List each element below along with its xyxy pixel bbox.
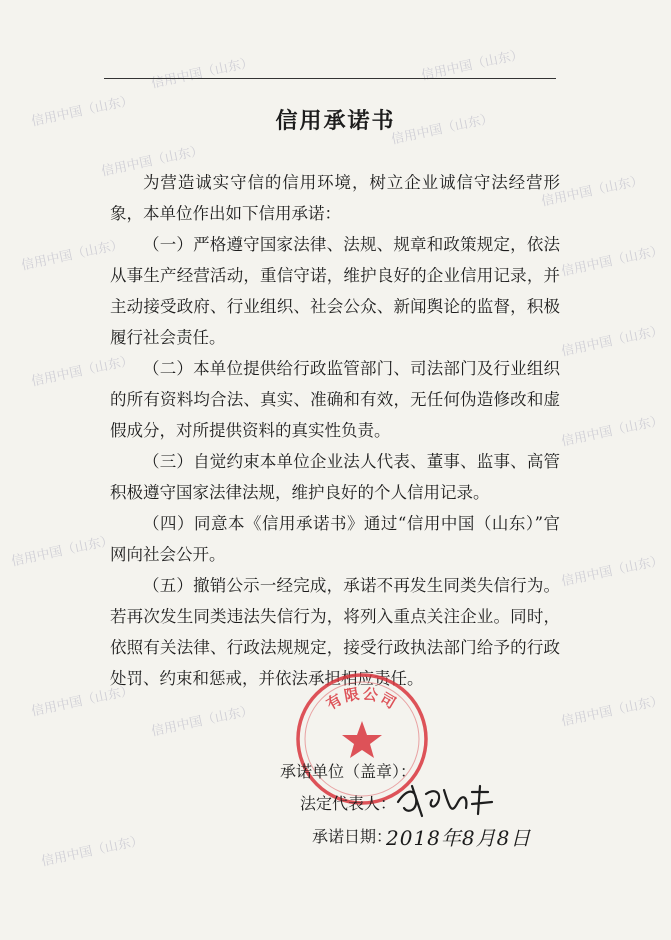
paragraph-item-5: （五）撤销公示一经完成，承诺不再发生同类失信行为。若再次发生同类违法失信行为，将列入重点关注企业。同时，依照有关法律、行政法规规定，接受行政执法部门给予的行政处罚、约束和惩戒，并依法承担相应责任。 — [110, 576, 560, 688]
signature-representative-label: 法定代表人： — [300, 794, 397, 813]
paragraph-item-3: （三）自觉约束本单位企业法人代表、董事、监事、高管积极遵守国家法律法规，维护良好的个人信用记录。 — [110, 452, 560, 502]
watermark: 信用中国（山东） — [19, 237, 125, 274]
watermark: 信用中国（山东） — [149, 703, 255, 740]
watermark: 信用中国（山东） — [29, 93, 135, 130]
signature-unit-label: 承诺单位（盖章）： — [280, 762, 417, 781]
watermark: 信用中国（山东） — [559, 553, 665, 590]
watermark: 信用中国（山东） — [389, 111, 495, 148]
watermark: 信用中国（山东） — [419, 47, 525, 84]
watermark: 信用中国（山东） — [559, 323, 665, 360]
watermark: 信用中国（山东） — [99, 143, 205, 180]
watermark: 信用中国（山东） — [29, 683, 135, 720]
seal-star-icon — [342, 721, 382, 758]
signature-date-value: 2018年8月8日 — [386, 826, 532, 850]
watermark: 信用中国（山东） — [39, 833, 145, 870]
paragraph-item-4: （四）同意本《信用承诺书》通过“信用中国（山东）”官网向社会公开。 — [110, 514, 560, 564]
watermark: 信用中国（山东） — [9, 533, 115, 570]
watermark: 信用中国（山东） — [559, 243, 665, 280]
paragraph-intro: 为营造诚实守信的信用环境，树立企业诚信守法经营形象，本单位作出如下信用承诺： — [110, 173, 560, 223]
watermark: 信用中国（山东） — [539, 173, 645, 210]
paragraph-item-2: （二）本单位提供给行政监管部门、司法部门及行业组织的所有资料均合法、真实、准确和有效，无任何伪造修改和虚假成分，对所提供资料的真实性负责。 — [110, 359, 560, 440]
handwritten-signature — [392, 780, 502, 820]
signature-date-label: 承诺日期： — [312, 827, 393, 846]
header-rule — [104, 78, 556, 79]
watermark: 信用中国（山东） — [29, 353, 135, 390]
seal-text: 有限公司 — [323, 684, 401, 714]
watermark: 信用中国（山东） — [559, 693, 665, 730]
paragraph-item-1: （一）严格遵守国家法律、法规、规章和政策规定，依法从事生产经营活动，重信守诺，维护良好的企业信用记录，并主动接受政府、行业组织、社会公众、新闻舆论的监督，积极履行社会责任。 — [110, 235, 560, 347]
document-body — [110, 167, 560, 694]
watermark: 信用中国（山东） — [149, 55, 255, 92]
page-title: 信用承诺书 — [275, 109, 396, 134]
watermark: 信用中国（山东） — [559, 413, 665, 450]
